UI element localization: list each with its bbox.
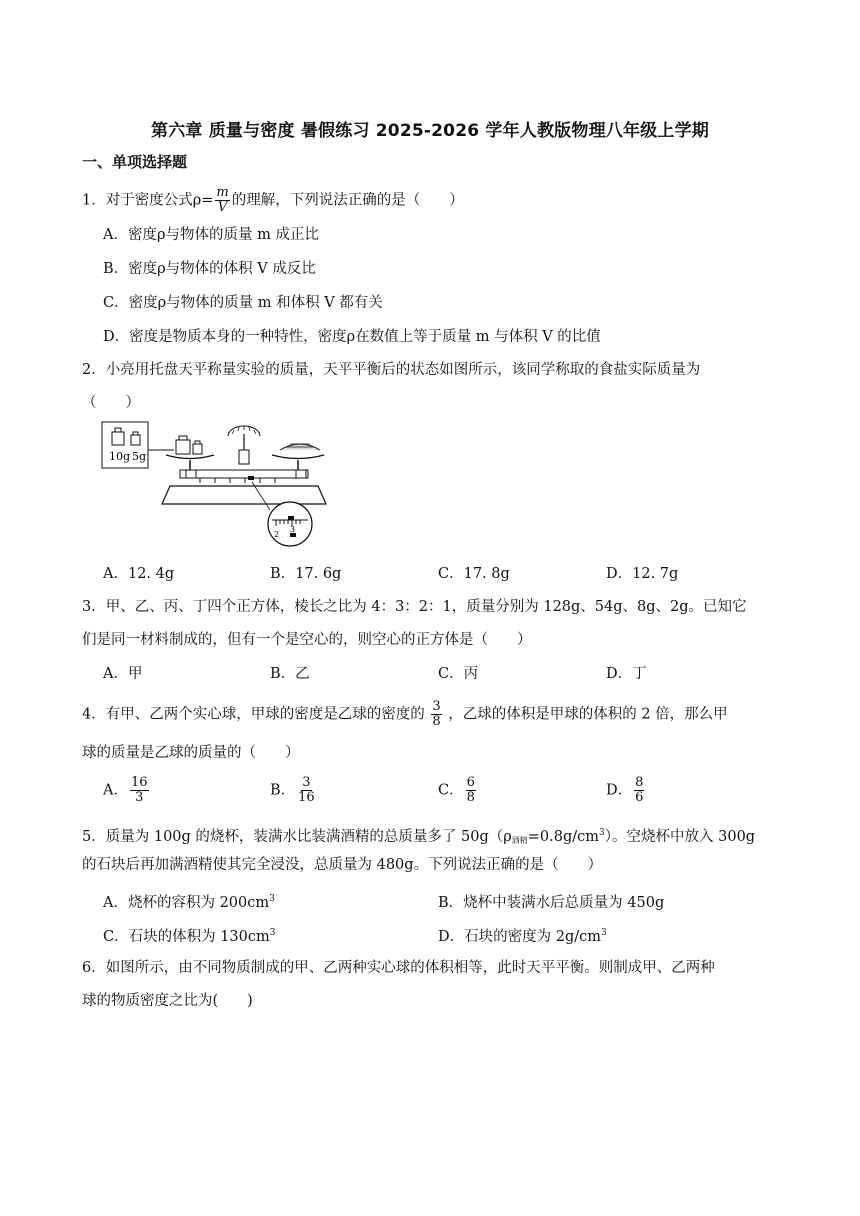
option-c: C．17. 8g bbox=[438, 566, 510, 582]
option-d: D．12. 7g bbox=[606, 566, 679, 582]
option-a: A．12. 4g bbox=[103, 566, 175, 582]
option-b: B．密度ρ与物体的体积 V 成反比 bbox=[103, 261, 316, 277]
zoom-label: 2 bbox=[274, 530, 280, 539]
question-number: 5． bbox=[82, 829, 106, 845]
weight-label-10g: 10g bbox=[109, 450, 131, 463]
option-c bbox=[103, 923, 275, 947]
question-2-stem bbox=[82, 360, 700, 380]
option-b: B．乙 bbox=[270, 666, 310, 682]
question-2-stem-line2: （ ） bbox=[82, 395, 140, 411]
question-3-stem bbox=[82, 597, 747, 617]
question-text: ）。空烧杯中放入 300g bbox=[604, 829, 756, 845]
fraction-denominator: 3 bbox=[135, 790, 144, 805]
option-b: B．17. 6g bbox=[270, 566, 342, 582]
option-d: D．丁 bbox=[606, 666, 647, 682]
fraction-denominator: 8 bbox=[466, 790, 475, 805]
question-number: 3． bbox=[82, 599, 106, 615]
option-fraction bbox=[634, 776, 644, 805]
formula-denominator: V bbox=[217, 200, 228, 215]
right-pan bbox=[272, 455, 324, 459]
question-3-stem-line2: 们是同一材料制成的，但有一个是空心的，则空心的正方体是（ ） bbox=[82, 632, 532, 648]
option-d: D．密度是物质本身的一种特性，密度ρ在数值上等于质量 m 与体积 V 的比值 bbox=[103, 329, 601, 345]
page-title: 第六章 质量与密度 暑假练习 2025-2026 学年人教版物理八年级上学期 bbox=[151, 121, 709, 141]
option-fraction bbox=[297, 776, 316, 805]
question-1-stem bbox=[82, 186, 464, 215]
zoom-rider-icon bbox=[288, 516, 294, 520]
superscript: 3 bbox=[599, 828, 605, 838]
option-b bbox=[438, 889, 664, 913]
question-number: 6． bbox=[82, 960, 106, 976]
question-5-stem-line2: 的石块后再加满酒精使其完全浸没，总质量为 480g。下列说法正确的是（ ） bbox=[82, 857, 603, 873]
option-a bbox=[103, 889, 275, 913]
question-text: 对于密度公式ρ= bbox=[105, 192, 214, 209]
question-number: 4． bbox=[82, 706, 106, 723]
option-fraction bbox=[466, 776, 476, 805]
option-text: B．烧杯中装满水后总质量为 450g bbox=[438, 895, 665, 911]
weight-label-5g: 5g bbox=[132, 450, 147, 463]
superscript: 3 bbox=[269, 928, 276, 938]
option-label: A． bbox=[103, 782, 128, 799]
balance-scale-figure bbox=[100, 420, 340, 548]
fraction-numerator: 3 bbox=[432, 699, 441, 714]
option-label: B． bbox=[270, 782, 296, 799]
fraction-denominator: 6 bbox=[635, 790, 644, 805]
pan-weight-5g-icon bbox=[193, 444, 202, 454]
option-label: D． bbox=[606, 782, 633, 799]
fraction-denominator: 8 bbox=[432, 714, 441, 729]
option-c bbox=[438, 776, 478, 805]
subscript-alcohol: 酒精 bbox=[511, 836, 528, 845]
question-6-stem bbox=[82, 958, 715, 978]
question-text: 的理解，下列说法正确的是（ ） bbox=[231, 192, 464, 209]
question-text: 有甲、乙两个实心球，甲球的密度是乙球的密度的 bbox=[105, 706, 425, 723]
option-d bbox=[438, 923, 607, 947]
question-number: 2． bbox=[82, 362, 106, 378]
weight-5g-icon bbox=[131, 432, 140, 445]
beam-scale bbox=[200, 478, 275, 483]
balance-beam bbox=[180, 470, 308, 478]
option-text: D．石块的密度为 2g/cm bbox=[438, 929, 601, 945]
option-b bbox=[270, 776, 318, 805]
fraction-three-eighths bbox=[431, 700, 441, 729]
question-6-stem-line2: 球的物质密度之比为( ) bbox=[82, 993, 253, 1009]
option-fraction bbox=[130, 776, 149, 805]
option-label: C． bbox=[438, 782, 464, 799]
option-c: C．丙 bbox=[438, 666, 479, 682]
formula-numerator: m bbox=[216, 185, 229, 200]
rider-icon bbox=[248, 476, 254, 480]
option-a bbox=[103, 776, 151, 805]
option-text: A．烧杯的容积为 200cm bbox=[103, 895, 270, 911]
fraction-numerator: 6 bbox=[466, 775, 475, 790]
fraction-denominator: 16 bbox=[298, 790, 315, 805]
option-d bbox=[606, 776, 646, 805]
weight-10g-icon bbox=[112, 428, 124, 445]
balance-base bbox=[162, 486, 326, 504]
zoom-circle bbox=[268, 502, 312, 546]
pan-weight-10g-icon bbox=[176, 440, 190, 454]
question-text: 质量为 100g 的烧杯，装满水比装满酒精的总质量多了 50g（ρ bbox=[105, 829, 512, 845]
question-text: 如图所示，由不同物质制成的甲、乙两种实心球的体积相等，此时天平平衡。则制成甲、乙两种 bbox=[105, 960, 715, 976]
fraction-numerator: 16 bbox=[130, 775, 148, 790]
question-4-stem bbox=[82, 700, 728, 729]
option-c: C．密度ρ与物体的质量 m 和体积 V 都有关 bbox=[103, 295, 383, 311]
left-pan bbox=[166, 455, 214, 459]
option-text: C．石块的体积为 130cm bbox=[103, 929, 270, 945]
option-a: A．密度ρ与物体的质量 m 成正比 bbox=[103, 227, 319, 243]
question-5-stem bbox=[82, 823, 755, 851]
fraction-numerator: 8 bbox=[635, 775, 644, 790]
question-4-stem-line2: 球的质量是乙球的质量的（ ） bbox=[82, 745, 300, 761]
density-formula bbox=[215, 186, 229, 215]
question-text: =0.8g/cm bbox=[527, 829, 600, 845]
superscript: 3 bbox=[269, 894, 275, 904]
superscript: 3 bbox=[601, 928, 607, 938]
question-text: 甲、乙、丙、丁四个正方体，棱长之比为 4：3：2：1，质量分别为 128g、54g、8g、2g。已知它 bbox=[105, 599, 747, 615]
question-text: 小亮用托盘天平称量实验的质量，天平平衡后的状态如图所示，该同学称取的食盐实际质量为 bbox=[105, 362, 701, 378]
zoom-label: 3 bbox=[290, 525, 296, 534]
fraction-numerator: 3 bbox=[302, 775, 311, 790]
question-number: 1． bbox=[82, 192, 106, 209]
option-a: A．甲 bbox=[103, 666, 143, 682]
question-text: ，乙球的体积是甲球的体积的 2 倍，那么甲 bbox=[448, 706, 728, 723]
section-heading: 一、单项选择题 bbox=[82, 153, 188, 171]
